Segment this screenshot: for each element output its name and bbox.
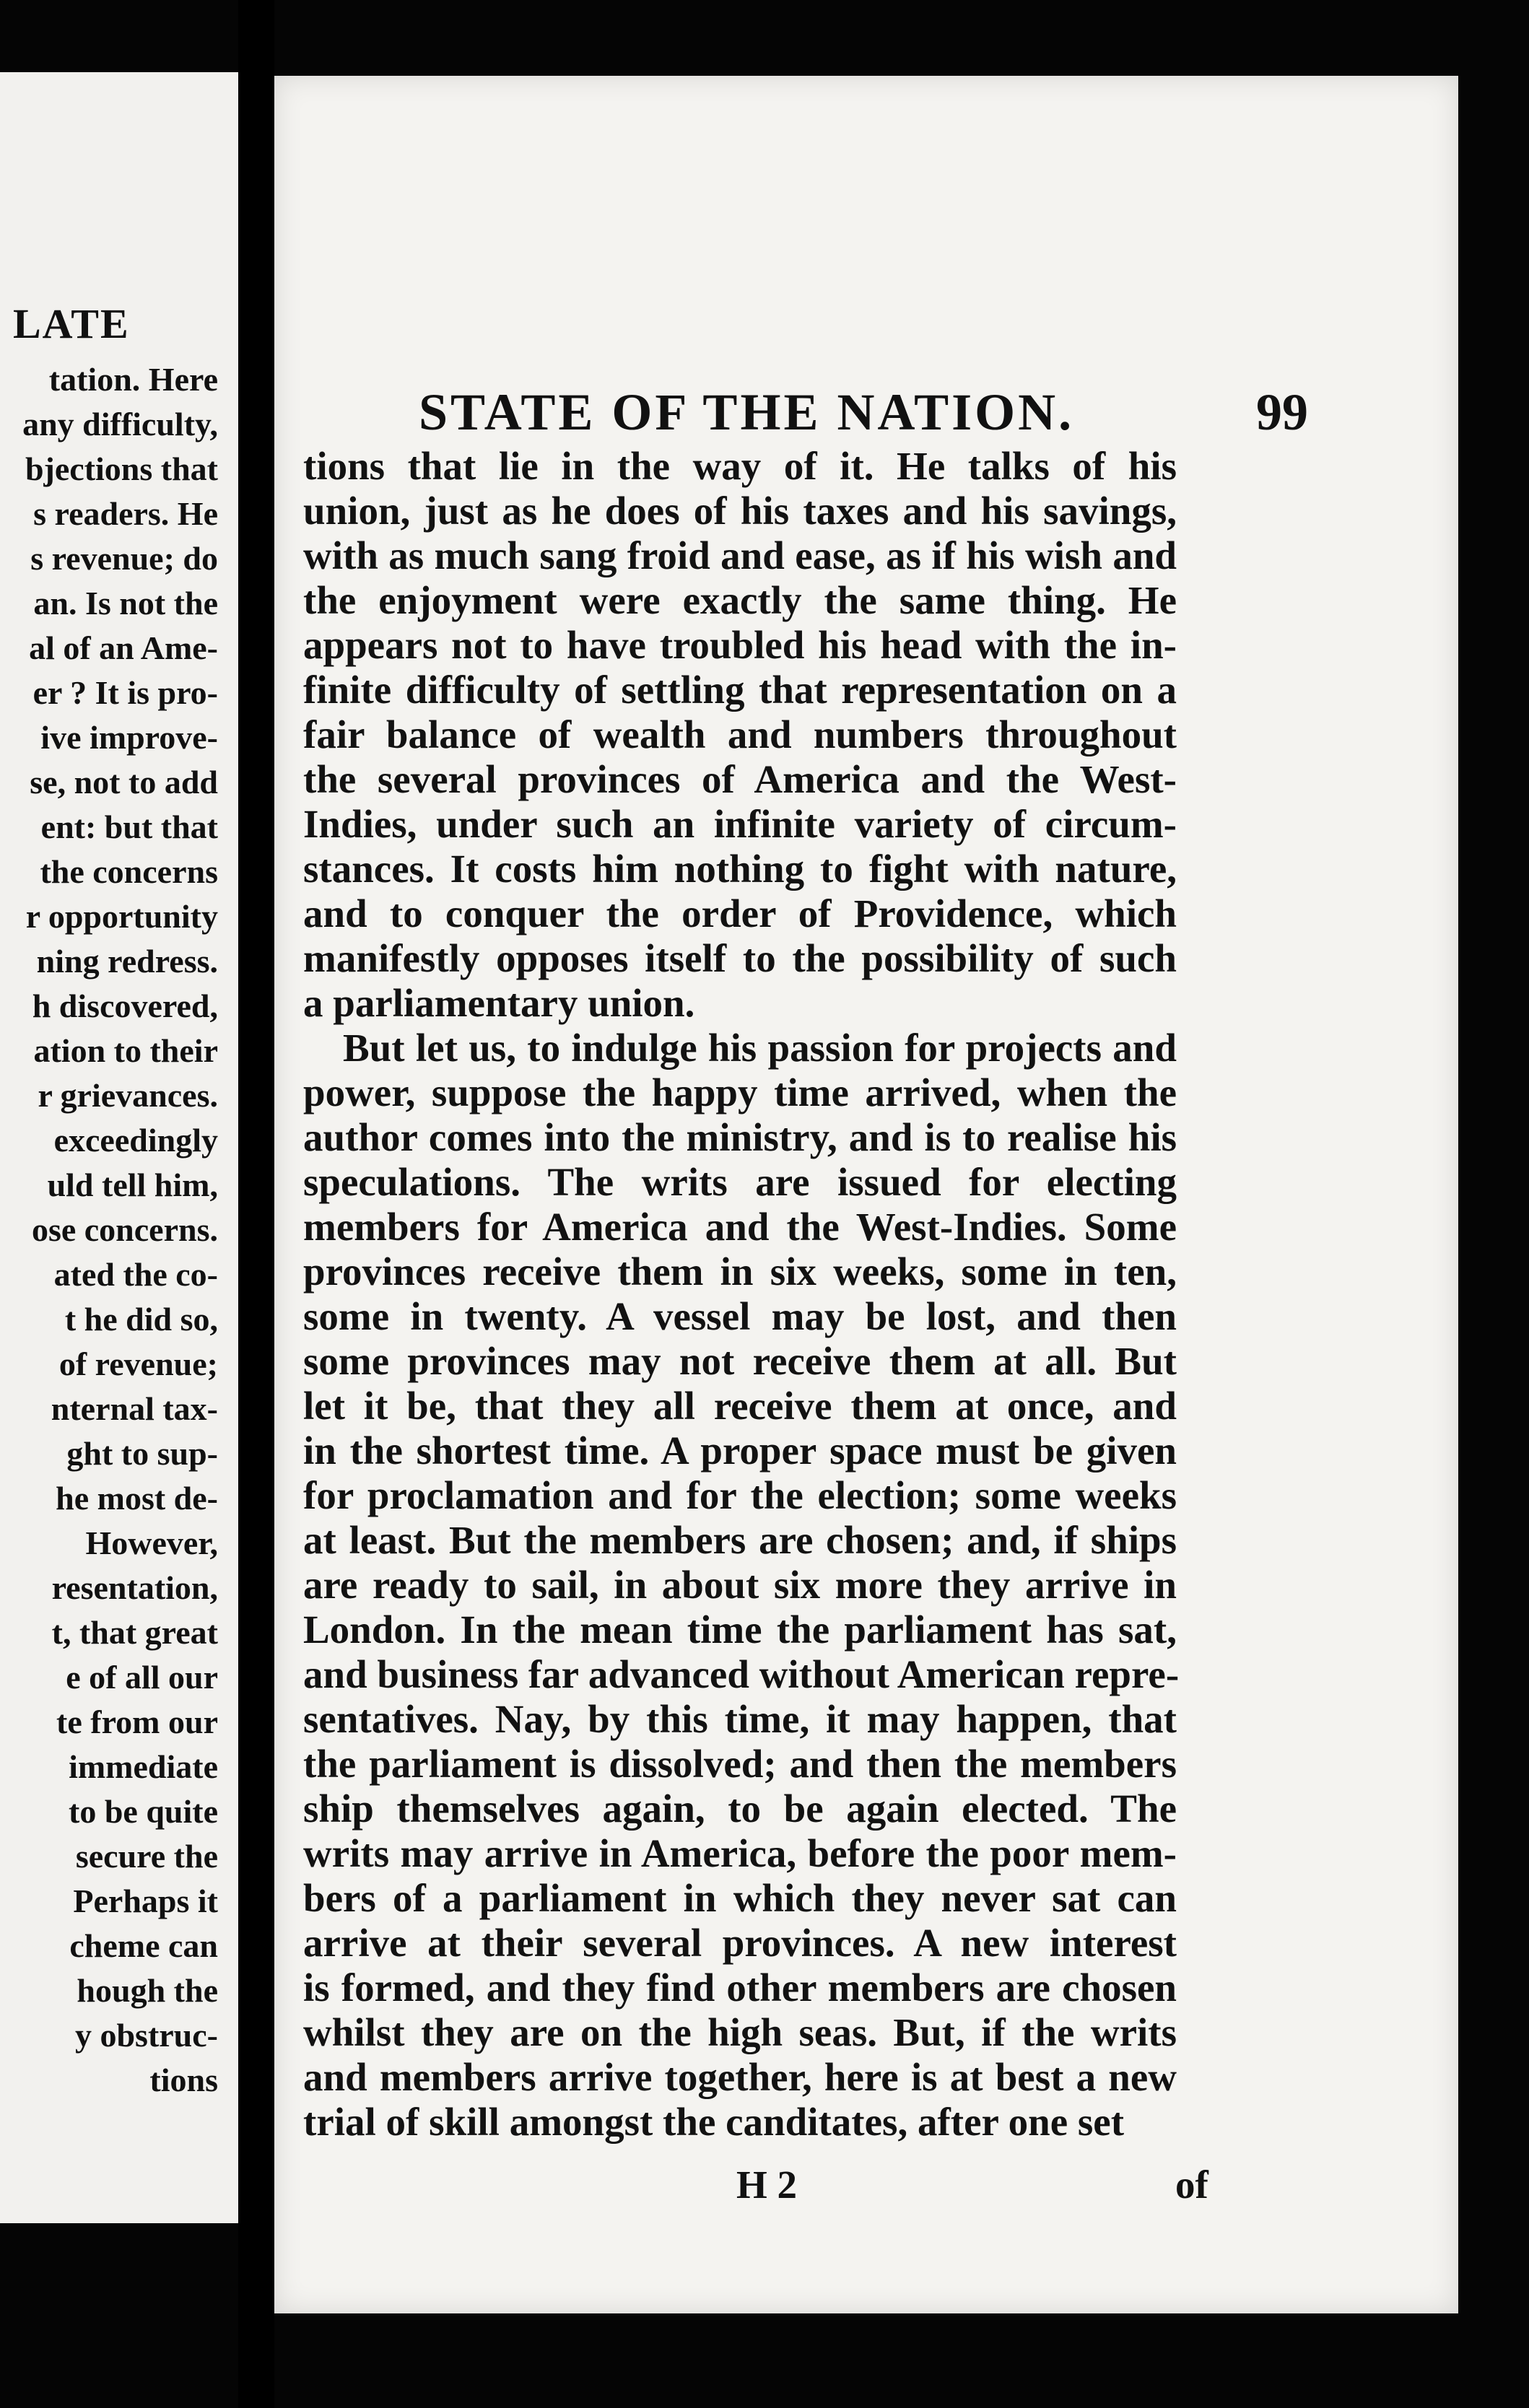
left-text-line: ive improve- (40, 719, 218, 756)
text-line: Indies, under such an infinite variety of circum- (303, 802, 1177, 846)
text-line: at least. But the members are chosen; and, if ships (303, 1518, 1177, 1562)
body-text (303, 444, 1180, 2145)
text-line: London. In the mean time the parliament has sat, (303, 1607, 1177, 1652)
right-page (274, 76, 1458, 2313)
text-line: appears not to have troubled his head with the in- (303, 623, 1177, 667)
left-text-line: s readers. He (33, 495, 218, 532)
text-line: provinces receive them in six weeks, some in ten, (303, 1249, 1177, 1294)
text-line: with as much sang froid and ease, as if his wish and (303, 533, 1177, 577)
paragraph-2 (303, 1026, 1180, 2145)
text-line: whilst they are on the high seas. But, if the writs (303, 2010, 1177, 2054)
left-text-line: se, not to add (30, 764, 218, 801)
left-text-line: ent: but that (40, 808, 218, 845)
text-line: are ready to sail, in about six more they arrive in (303, 1563, 1177, 1607)
left-text-line: However, (85, 1524, 218, 1561)
left-text-line: ose concerns. (31, 1211, 218, 1248)
paragraph-1 (303, 444, 1177, 1026)
left-text-line: to be quite (69, 1793, 218, 1830)
text-line: union, just as he does of his taxes and his savings, (303, 489, 1177, 533)
left-text-line: an. Is not the (33, 585, 218, 621)
text-line: ship themselves again, to be again elected. The (303, 1787, 1177, 1831)
text-line: the enjoyment were exactly the same thing. He (303, 578, 1177, 622)
left-text-line: r grievances. (38, 1077, 218, 1114)
left-text-line: ght to sup- (66, 1435, 218, 1472)
text-line: for proclamation and for the election; some weeks (303, 1473, 1177, 1517)
left-text-line: of revenue; (58, 1345, 218, 1382)
text-line: But let us, to indulge his passion for projects and (343, 1026, 1177, 1070)
left-text-line: e of all our (66, 1659, 218, 1696)
text-line: manifestly opposes itself to the possibility of such (303, 936, 1177, 980)
left-text-line: the concerns (40, 853, 218, 890)
page-number: 99 (1256, 383, 1308, 441)
text-line: and to conquer the order of Providence, which (303, 891, 1177, 935)
book-gutter (238, 0, 274, 2408)
left-text-line: h discovered, (32, 987, 218, 1024)
left-text-line: any difficulty, (22, 406, 218, 442)
left-text-line: Perhaps it (73, 1883, 218, 1919)
text-line: power, suppose the happy time arrived, when the (303, 1070, 1177, 1114)
left-text-line: te from our (56, 1704, 218, 1740)
left-text-line: er ? It is pro- (32, 674, 218, 711)
text-line: in the shortest time. A proper space must be given (303, 1428, 1177, 1473)
left-text-line: ning redress. (36, 943, 218, 980)
left-text-line: al of an Ame- (29, 629, 218, 666)
left-text-line: t, that great (51, 1614, 218, 1651)
left-text-line: resentation, (51, 1569, 218, 1606)
text-line: and members arrive together, here is at best a new (303, 2055, 1177, 2099)
text-line: speculations. The writs are issued for electing (303, 1160, 1177, 1204)
left-text-line: ated the co- (53, 1256, 218, 1293)
left-text-line: uld tell him, (47, 1166, 218, 1203)
left-text-line: he most de- (56, 1480, 218, 1517)
text-line: writs may arrive in America, before the poor mem- (303, 1831, 1177, 1875)
left-text-line: hough the (77, 1972, 218, 2009)
text-line: tions that lie in the way of it. He talks of his (303, 444, 1177, 488)
running-title: STATE OF THE NATION. (419, 383, 1075, 441)
text-line: the several provinces of America and the West- (303, 757, 1177, 801)
left-text-line: immediate (69, 1748, 218, 1785)
text-line: trial of skill amongst the canditates, after one set (303, 2100, 1125, 2144)
left-page-text (22, 357, 218, 2103)
text-line: finite difficulty of settling that representation on a (303, 668, 1177, 712)
left-text-line: t he did so, (64, 1301, 218, 1338)
left-text-line: exceedingly (53, 1122, 218, 1159)
text-line: stances. It costs him nothing to fight with nature, (303, 847, 1177, 891)
signature-mark: H 2 (736, 2163, 798, 2207)
text-line: the parliament is dissolved; and then the members (303, 1742, 1177, 1786)
text-line: some provinces may not receive them at all. But (303, 1339, 1177, 1383)
text-line: author comes into the ministry, and is to realise his (303, 1115, 1177, 1159)
left-text-line: secure the (75, 1838, 218, 1875)
left-running-title: LATE (13, 300, 130, 347)
text-line: some in twenty. A vessel may be lost, and then (303, 1294, 1177, 1338)
left-text-line: bjections that (25, 450, 218, 487)
text-line: let it be, that they all receive them at once, and (303, 1384, 1177, 1428)
text-line: members for America and the West-Indies. Some (303, 1205, 1177, 1249)
text-line: is formed, and they find other members are chosen (303, 1966, 1177, 2010)
left-text-line: nternal tax- (51, 1390, 218, 1427)
text-line: fair balance of wealth and numbers throughout (303, 712, 1177, 756)
left-text-line: s revenue; do (30, 540, 218, 577)
catchword: of (1175, 2163, 1208, 2207)
left-text-line: tation. Here (48, 361, 218, 398)
text-line: and business far advanced without American repre- (303, 1652, 1180, 1696)
text-line: sentatives. Nay, by this time, it may happen, that (303, 1697, 1177, 1741)
left-facing-page (0, 72, 238, 2223)
left-text-line: cheme can (69, 1927, 218, 1964)
text-line: a parliamentary union. (303, 981, 695, 1025)
left-text-line: tions (149, 2062, 218, 2098)
left-text-line: y obstruc- (74, 2017, 218, 2054)
left-text-line: r opportunity (25, 898, 218, 935)
left-text-line: ation to their (33, 1032, 218, 1069)
text-line: arrive at their several provinces. A new interest (303, 1921, 1177, 1965)
text-line: bers of a parliament in which they never sat can (303, 1876, 1177, 1920)
